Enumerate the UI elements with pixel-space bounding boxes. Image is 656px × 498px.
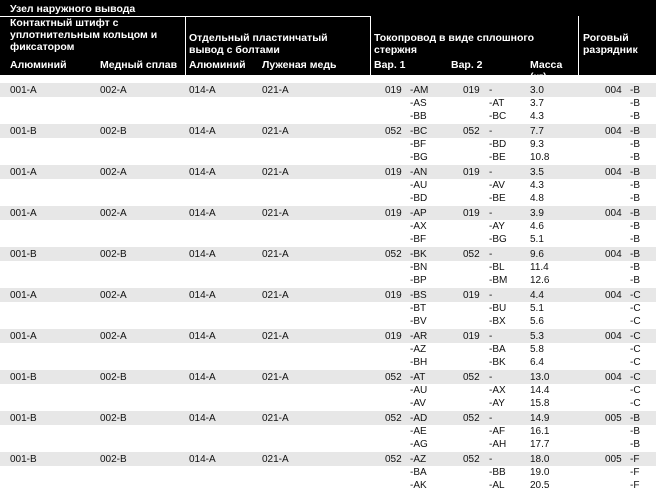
cell-mass: 5.1	[530, 234, 544, 245]
cell-var1-suffix: -AZ	[410, 454, 427, 465]
cell-var2-code: 019	[463, 331, 480, 342]
cell-mass: 11.4	[530, 262, 549, 273]
cell-bolt-tinned-copper: 021-A	[262, 290, 289, 301]
cell-horn-suffix: -C	[630, 344, 641, 355]
cell-var1-suffix: -BV	[410, 316, 427, 327]
cell-horn-suffix: -B	[630, 249, 640, 260]
cell-var1-suffix: -BP	[410, 275, 427, 286]
cell-horn-suffix: -B	[630, 262, 640, 273]
cell-pin-aluminum: 001-A	[10, 290, 37, 301]
cell-bolt-tinned-copper: 021-A	[262, 331, 289, 342]
cell-horn-suffix: -B	[630, 234, 640, 245]
cell-var2-suffix: -	[489, 454, 493, 465]
cell-var2-suffix: -BD	[489, 139, 507, 150]
cell-pin-aluminum: 001-B	[10, 372, 37, 383]
table-row	[0, 247, 656, 288]
cell-var1-suffix: -AG	[410, 439, 428, 450]
header-divider-1	[185, 16, 186, 75]
cell-horn-code: 004	[605, 208, 622, 219]
cell-var1-code: 019	[385, 85, 402, 96]
cell-var1-suffix: -BK	[410, 249, 427, 260]
cell-horn-suffix: -C	[630, 385, 641, 396]
cell-var2-suffix: -AY	[489, 221, 505, 232]
row-band	[0, 288, 656, 302]
cell-var2-suffix: -	[489, 249, 493, 260]
table-row	[0, 329, 656, 370]
cell-mass: 4.4	[530, 290, 544, 301]
cell-var2-suffix: -	[489, 126, 493, 137]
cell-var1-suffix: -AM	[410, 85, 429, 96]
cell-var1-suffix: -AV	[410, 398, 426, 409]
cell-pin-aluminum: 001-B	[10, 249, 37, 260]
cell-var2-code: 019	[463, 167, 480, 178]
cell-var1-suffix: -AU	[410, 385, 428, 396]
cell-var2-suffix: -BC	[489, 111, 507, 122]
cell-mass: 3.7	[530, 98, 544, 109]
cell-horn-code: 005	[605, 454, 622, 465]
cell-var2-suffix: -	[489, 372, 493, 383]
cell-var2-code: 052	[463, 454, 480, 465]
table-row	[0, 83, 656, 124]
header-divider-2	[370, 16, 371, 75]
cell-bolt-tinned-copper: 021-A	[262, 208, 289, 219]
cell-var1-suffix: -AE	[410, 426, 427, 437]
header-col-tinned-copper: Луженая медь	[262, 59, 337, 71]
cell-bolt-aluminum: 014-A	[189, 290, 216, 301]
cell-bolt-aluminum: 014-A	[189, 413, 216, 424]
cell-mass: 14.4	[530, 385, 550, 396]
cell-horn-suffix: -B	[630, 221, 640, 232]
cell-mass: 5.1	[530, 303, 544, 314]
cell-var1-suffix: -AS	[410, 98, 427, 109]
cell-horn-code: 004	[605, 126, 622, 137]
cell-pin-copper-alloy: 002-B	[100, 126, 127, 137]
cell-pin-copper-alloy: 002-B	[100, 454, 127, 465]
cell-var2-suffix: -AV	[489, 180, 505, 191]
cell-mass: 4.8	[530, 193, 544, 204]
table-row	[0, 452, 656, 493]
cell-pin-copper-alloy: 002-A	[100, 85, 127, 96]
cell-horn-code: 004	[605, 85, 622, 96]
row-band	[0, 329, 656, 343]
cell-mass: 4.3	[530, 180, 544, 191]
header-bolt-group: Отдельный пластинчатый вывод с болтами	[189, 32, 328, 56]
cell-var2-suffix: -BE	[489, 193, 506, 204]
cell-var1-suffix: -BF	[410, 139, 427, 150]
cell-var2-code: 052	[463, 372, 480, 383]
cell-horn-suffix: -C	[630, 290, 641, 301]
cell-mass: 16.1	[530, 426, 550, 437]
cell-horn-suffix: -C	[630, 331, 641, 342]
cell-var2-suffix: -AL	[489, 480, 505, 491]
cell-horn-suffix: -B	[630, 85, 640, 96]
cell-var2-suffix: -AT	[489, 98, 505, 109]
cell-mass: 17.7	[530, 439, 550, 450]
header-col-var-2: Вар. 2	[451, 59, 483, 71]
cell-var1-code: 052	[385, 454, 402, 465]
cell-horn-suffix: -B	[630, 98, 640, 109]
cell-pin-aluminum: 001-B	[10, 126, 37, 137]
table-row	[0, 370, 656, 411]
row-band	[0, 206, 656, 220]
cell-var1-suffix: -AD	[410, 413, 428, 424]
cell-var1-code: 019	[385, 167, 402, 178]
cell-var2-suffix: -	[489, 331, 493, 342]
cell-mass: 13.0	[530, 372, 550, 383]
cell-var2-code: 019	[463, 290, 480, 301]
cell-pin-aluminum: 001-B	[10, 454, 37, 465]
cell-var2-suffix: -BE	[489, 152, 506, 163]
cell-bolt-aluminum: 014-A	[189, 331, 216, 342]
row-band	[0, 370, 656, 384]
cell-var2-suffix: -BM	[489, 275, 508, 286]
table-row	[0, 288, 656, 329]
cell-horn-suffix: -C	[630, 398, 641, 409]
cell-var2-suffix: -	[489, 167, 493, 178]
cell-horn-suffix: -B	[630, 167, 640, 178]
cell-var2-suffix: -BL	[489, 262, 505, 273]
cell-mass: 18.0	[530, 454, 550, 465]
cell-bolt-tinned-copper: 021-A	[262, 454, 289, 465]
cell-var2-code: 052	[463, 413, 480, 424]
cell-bolt-tinned-copper: 021-A	[262, 372, 289, 383]
cell-var1-suffix: -BG	[410, 152, 428, 163]
cell-mass: 20.5	[530, 480, 550, 491]
cell-horn-suffix: -B	[630, 180, 640, 191]
table-header	[0, 0, 656, 83]
cell-bolt-aluminum: 014-A	[189, 454, 216, 465]
table-row	[0, 206, 656, 247]
cell-var1-suffix: -AU	[410, 180, 428, 191]
cell-mass: 7.7	[530, 126, 544, 137]
cell-horn-suffix: -F	[630, 467, 640, 478]
cell-var1-suffix: -BF	[410, 234, 427, 245]
cell-horn-suffix: -B	[630, 439, 640, 450]
cell-horn-suffix: -C	[630, 357, 641, 368]
cell-horn-suffix: -F	[630, 454, 640, 465]
table-row	[0, 411, 656, 452]
cell-var2-suffix: -BG	[489, 234, 507, 245]
header-horn: Роговый разрядник	[583, 32, 638, 56]
cell-mass: 15.8	[530, 398, 550, 409]
cell-horn-code: 004	[605, 331, 622, 342]
cell-var1-suffix: -BH	[410, 357, 428, 368]
cell-horn-suffix: -C	[630, 372, 641, 383]
cell-mass: 10.8	[530, 152, 550, 163]
cell-horn-code: 004	[605, 167, 622, 178]
cell-pin-copper-alloy: 002-B	[100, 249, 127, 260]
cell-var1-suffix: -BS	[410, 290, 427, 301]
row-band	[0, 247, 656, 261]
cell-var1-suffix: -AX	[410, 221, 427, 232]
cell-var1-suffix: -BC	[410, 126, 428, 137]
header-pin-group: Контактный штифт с уплотнительным кольцом и фиксатором	[10, 17, 158, 53]
cell-var2-code: 019	[463, 208, 480, 219]
cell-var2-suffix: -	[489, 413, 493, 424]
cell-horn-suffix: -C	[630, 316, 641, 327]
header-title: Узел наружного вывода	[10, 3, 136, 15]
cell-bolt-tinned-copper: 021-A	[262, 126, 289, 137]
cell-var2-suffix: -	[489, 85, 493, 96]
cell-var2-code: 019	[463, 85, 480, 96]
cell-var2-suffix: -	[489, 208, 493, 219]
cell-mass: 3.5	[530, 167, 544, 178]
table-row	[0, 165, 656, 206]
cell-mass: 3.0	[530, 85, 544, 96]
cell-var1-suffix: -AT	[410, 372, 426, 383]
cell-var1-suffix: -BN	[410, 262, 428, 273]
cell-var1-code: 019	[385, 331, 402, 342]
header-col-mass: Масса (кг)	[530, 59, 563, 83]
cell-mass: 5.3	[530, 331, 544, 342]
cell-var1-suffix: -BB	[410, 111, 427, 122]
cell-horn-code: 004	[605, 290, 622, 301]
cell-var2-suffix: -BU	[489, 303, 507, 314]
cell-horn-suffix: -B	[630, 413, 640, 424]
cell-bolt-tinned-copper: 021-A	[262, 167, 289, 178]
cell-var1-suffix: -AZ	[410, 344, 427, 355]
cell-bolt-aluminum: 014-A	[189, 372, 216, 383]
cell-var2-suffix: -	[489, 290, 493, 301]
cell-var1-suffix: -AK	[410, 480, 427, 491]
cell-bolt-aluminum: 014-A	[189, 126, 216, 137]
cell-var2-suffix: -AF	[489, 426, 506, 437]
cell-horn-suffix: -B	[630, 275, 640, 286]
cell-var1-suffix: -BD	[410, 193, 428, 204]
cell-mass: 4.6	[530, 221, 544, 232]
cell-pin-aluminum: 001-A	[10, 85, 37, 96]
header-col-copper-alloy: Медный сплав	[100, 59, 178, 71]
cell-var1-suffix: -AN	[410, 167, 428, 178]
cell-var2-suffix: -AX	[489, 385, 506, 396]
cell-pin-copper-alloy: 002-B	[100, 372, 127, 383]
cell-horn-suffix: -B	[630, 208, 640, 219]
table-row	[0, 124, 656, 165]
header-col-aluminum: Алюминий	[10, 59, 67, 71]
cell-var2-suffix: -BB	[489, 467, 506, 478]
cell-mass: 3.9	[530, 208, 544, 219]
cell-horn-suffix: -B	[630, 139, 640, 150]
header-divider-3	[578, 16, 579, 75]
cell-horn-code: 004	[605, 372, 622, 383]
cell-var1-code: 052	[385, 413, 402, 424]
cell-horn-suffix: -B	[630, 111, 640, 122]
row-band	[0, 411, 656, 425]
cell-horn-suffix: -F	[630, 480, 640, 491]
cell-var1-suffix: -BT	[410, 303, 427, 314]
cell-var1-code: 052	[385, 249, 402, 260]
header-rod-group: Токопровод в виде сплошного стержня	[374, 32, 535, 56]
cell-mass: 5.6	[530, 316, 544, 327]
cell-bolt-aluminum: 014-A	[189, 249, 216, 260]
cell-var2-suffix: -AY	[489, 398, 505, 409]
cell-pin-copper-alloy: 002-A	[100, 208, 127, 219]
header-col-var-1: Вар. 1	[374, 59, 406, 71]
cell-bolt-tinned-copper: 021-A	[262, 249, 289, 260]
cell-pin-copper-alloy: 002-A	[100, 331, 127, 342]
row-band	[0, 83, 656, 97]
cell-bolt-aluminum: 014-A	[189, 167, 216, 178]
header-col-aluminum-2: Алюминий	[189, 59, 246, 71]
cell-horn-suffix: -C	[630, 303, 641, 314]
cell-horn-suffix: -B	[630, 152, 640, 163]
row-band	[0, 165, 656, 179]
cell-var1-code: 052	[385, 126, 402, 137]
cell-pin-aluminum: 001-A	[10, 208, 37, 219]
cell-horn-suffix: -B	[630, 426, 640, 437]
cell-var1-suffix: -BA	[410, 467, 427, 478]
cell-horn-suffix: -B	[630, 193, 640, 204]
cell-bolt-aluminum: 014-A	[189, 85, 216, 96]
cell-var2-code: 052	[463, 249, 480, 260]
cell-var1-code: 019	[385, 208, 402, 219]
cell-mass: 9.6	[530, 249, 544, 260]
cell-pin-copper-alloy: 002-B	[100, 413, 127, 424]
cell-mass: 9.3	[530, 139, 544, 150]
cell-var2-suffix: -BA	[489, 344, 506, 355]
cell-horn-code: 004	[605, 249, 622, 260]
cell-pin-aluminum: 001-A	[10, 331, 37, 342]
cell-bolt-tinned-copper: 021-A	[262, 85, 289, 96]
cell-pin-aluminum: 001-A	[10, 167, 37, 178]
cell-var2-code: 052	[463, 126, 480, 137]
cell-pin-aluminum: 001-B	[10, 413, 37, 424]
cell-pin-copper-alloy: 002-A	[100, 167, 127, 178]
cell-var2-suffix: -BX	[489, 316, 506, 327]
cell-mass: 19.0	[530, 467, 550, 478]
cell-mass: 5.8	[530, 344, 544, 355]
cell-pin-copper-alloy: 002-A	[100, 290, 127, 301]
cell-mass: 6.4	[530, 357, 544, 368]
cell-var1-suffix: -AR	[410, 331, 428, 342]
cell-mass: 14.9	[530, 413, 550, 424]
cell-mass: 4.3	[530, 111, 544, 122]
cell-var2-suffix: -BK	[489, 357, 506, 368]
cell-var1-suffix: -AP	[410, 208, 427, 219]
cell-var2-suffix: -AH	[489, 439, 507, 450]
cell-var1-code: 052	[385, 372, 402, 383]
row-band	[0, 452, 656, 466]
cell-horn-suffix: -B	[630, 126, 640, 137]
cell-bolt-aluminum: 014-A	[189, 208, 216, 219]
cell-bolt-tinned-copper: 021-A	[262, 413, 289, 424]
cell-horn-code: 005	[605, 413, 622, 424]
cell-var1-code: 019	[385, 290, 402, 301]
cell-mass: 12.6	[530, 275, 550, 286]
row-band	[0, 124, 656, 138]
